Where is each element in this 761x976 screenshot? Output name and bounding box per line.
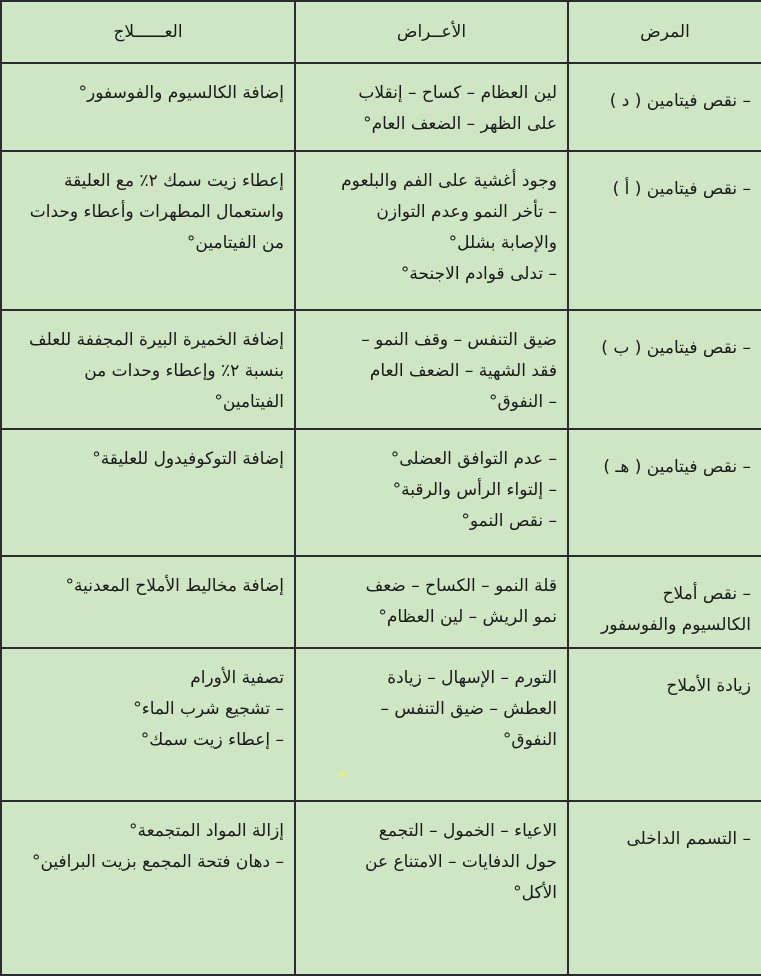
symptom-line: – تأخر النمو وعدم التوازن — [376, 202, 557, 222]
treatment-line: – تشجيع شرب الماء° — [133, 699, 284, 719]
treatment-cell — [1, 429, 295, 556]
disease-line: – نقص فيتامين ( ب ) — [601, 338, 751, 358]
symptoms-cell — [295, 556, 568, 648]
paper-speck — [340, 772, 345, 777]
treatment-line: إضافة الخميرة البيرة المجففة للعلف — [28, 330, 284, 350]
disease-line: – التسمم الداخلى — [626, 829, 751, 849]
header-treatment: العــــــلاج — [1, 1, 295, 63]
symptom-line: – النفوق° — [488, 392, 557, 412]
symptom-line: على الظهر – الضعف العام° — [363, 114, 557, 134]
disease-cell — [568, 648, 761, 801]
disease-cell — [568, 151, 761, 310]
disease-cell — [568, 310, 761, 429]
symptom-line: حول الدفايات – الامتناع عن — [365, 852, 557, 872]
treatment-line: إضافة التوكوفيدول للعليقة° — [92, 449, 284, 469]
treatment-line: الفيتامين° — [214, 392, 284, 412]
table-row — [1, 801, 761, 975]
symptom-line: العطش – ضيق التنفس – — [380, 699, 557, 719]
treatment-cell — [1, 63, 295, 151]
symptom-line: نمو الريش – لين العظام° — [378, 607, 557, 627]
disease-cell — [568, 556, 761, 648]
symptom-line: التورم – الإسهال – زيادة — [387, 668, 557, 688]
symptom-line: والإصابة بشلل° — [448, 233, 557, 253]
symptom-line: الاعياء – الخمول – التجمع — [378, 821, 557, 841]
disease-cell — [568, 801, 761, 975]
table-row — [1, 310, 761, 429]
symptom-line: – تدلى قوادم الاجنحة° — [400, 264, 557, 284]
symptom-line: وجود أغشية على الفم والبلعوم — [341, 171, 557, 191]
symptoms-cell — [295, 151, 568, 310]
treatment-line: من الفيتامين° — [186, 233, 284, 253]
treatment-line: إعطاء زيت سمك ٢٪ مع العليقة — [63, 171, 284, 191]
symptom-line: النفوق° — [502, 730, 557, 750]
treatment-line: إضافة الكالسيوم والفوسفور° — [78, 83, 284, 103]
treatment-cell — [1, 556, 295, 648]
treatment-line: واستعمال المطهرات وأعطاء وحدات — [29, 202, 284, 222]
header-row — [1, 1, 761, 63]
treatment-line: بنسبة ٢٪ وإعطاء وحدات من — [84, 361, 284, 381]
symptom-line: ضيق التنفس – وقف النمو – — [361, 330, 557, 350]
symptoms-cell — [295, 310, 568, 429]
symptom-line: – إلتواء الرأس والرقبة° — [392, 480, 557, 500]
symptom-line: فقد الشهية – الضعف العام — [369, 361, 557, 381]
table-row — [1, 648, 761, 801]
table-row — [1, 63, 761, 151]
symptom-line: لين العظام – كساح – إنقلاب — [358, 83, 557, 103]
header-symptoms: الأعــراض — [295, 1, 568, 63]
treatment-cell — [1, 648, 295, 801]
treatment-cell — [1, 151, 295, 310]
treatment-cell — [1, 310, 295, 429]
symptoms-cell — [295, 63, 568, 151]
treatment-line: إزالة المواد المتجمعة° — [128, 821, 284, 841]
treatment-line: – إعطاء زيت سمك° — [140, 730, 284, 750]
header-disease: المرض — [568, 1, 761, 63]
disease-line: – نقص أملاح — [662, 584, 751, 604]
disease-cell — [568, 429, 761, 556]
table-row — [1, 429, 761, 556]
disease-cell — [568, 63, 761, 151]
symptoms-cell — [295, 801, 568, 975]
disease-line: الكالسيوم والفوسفور — [601, 615, 751, 635]
table-row — [1, 556, 761, 648]
symptom-line: الأكل° — [513, 883, 557, 903]
disease-line: زيادة الأملاح — [666, 676, 751, 696]
symptom-line: – عدم التوافق العضلى° — [390, 449, 557, 469]
treatment-line: تصفية الأورام — [190, 668, 284, 688]
symptoms-cell — [295, 429, 568, 556]
symptoms-cell — [295, 648, 568, 801]
treatment-line: إضافة مخاليط الأملاح المعدنية° — [65, 576, 284, 596]
disease-line: – نقص فيتامين ( د ) — [609, 91, 751, 111]
table-row — [1, 151, 761, 310]
symptom-line: قلة النمو – الكساح – ضعف — [365, 576, 557, 596]
disease-line: – نقص فيتامين ( أ ) — [612, 179, 751, 199]
disease-line: – نقص فيتامين ( هـ ) — [603, 457, 751, 477]
treatment-cell — [1, 801, 295, 975]
treatment-line: – دهان فتحة المجمع بزيت البرافين° — [31, 852, 284, 872]
symptom-line: – نقص النمو° — [461, 511, 557, 531]
